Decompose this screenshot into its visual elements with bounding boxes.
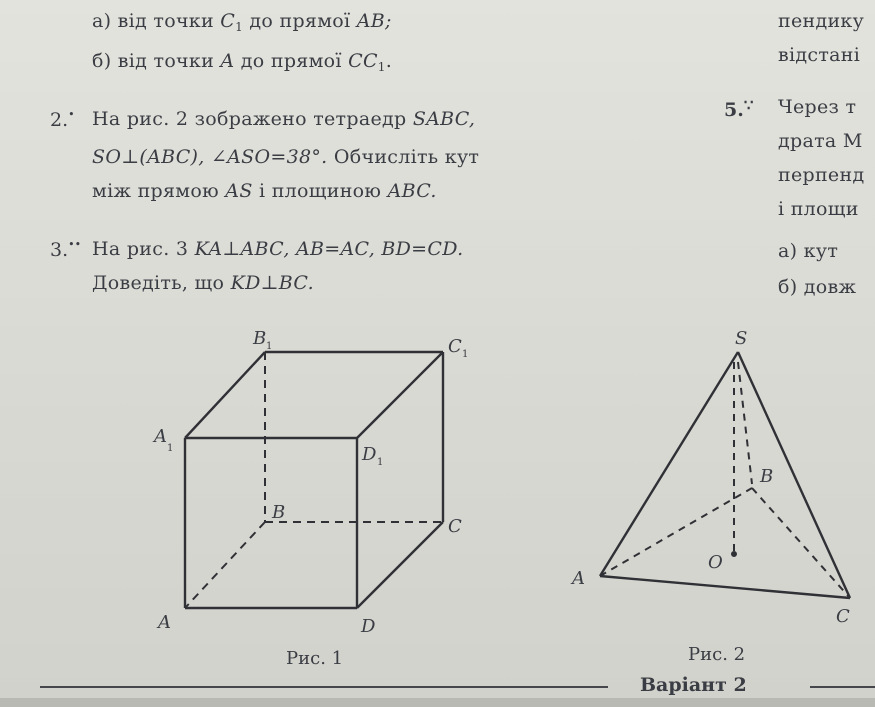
right-line-6: і площи: [778, 198, 859, 220]
label-c: C: [448, 516, 462, 537]
label-tet-b: B: [760, 466, 774, 487]
problem-5-star: ∵: [743, 96, 754, 114]
label-tet-a: A: [572, 568, 585, 589]
item-b-line-sub: 1: [377, 60, 386, 74]
label-d1-sub: 1: [377, 457, 384, 468]
label-s: S: [735, 328, 748, 349]
hidden-edge-b-c: [752, 488, 850, 598]
right-line-5: перпенд: [778, 164, 865, 186]
problem-3-star: ••: [68, 238, 82, 251]
problem-5-number-text: 5.: [724, 99, 744, 121]
problem-2-star: •: [68, 108, 75, 121]
problem-2-line-3-a: AS: [225, 180, 253, 202]
label-a: A: [158, 612, 171, 633]
footer-rule-right: [810, 686, 875, 688]
footer-rule-left: [40, 686, 608, 688]
cube-figure: [185, 352, 443, 608]
right-line-3: Через т: [778, 96, 857, 118]
edge-a-c: [600, 576, 850, 598]
right-line-1: пендику: [778, 10, 865, 32]
right-line-2: відстані: [778, 44, 861, 66]
problem-2-line-3-text: між прямою: [92, 180, 219, 202]
right-line-4: драта М: [778, 130, 863, 152]
problem-3-line-2-math: KD⊥BC.: [230, 272, 314, 294]
edge-c-d: [357, 522, 443, 608]
label-c1-sub: 1: [462, 349, 469, 360]
problem-2-line-1-math: SABC,: [412, 108, 476, 130]
hidden-edge-a-b: [600, 488, 752, 576]
problem-2-line-2-math: SO⊥(ABC), ∠ASO=38°.: [92, 146, 328, 168]
problem-2-line-3-b: ABC.: [387, 180, 437, 202]
edge-s-c: [738, 352, 850, 598]
right-item-b: б) довж: [778, 276, 857, 298]
edge-a1-b1: [185, 352, 265, 438]
item-b-prefix: б) від точки: [92, 50, 215, 72]
problem-3-number-text: 3.: [50, 239, 69, 261]
label-a1-sub: 1: [167, 443, 174, 454]
point-o: [732, 552, 737, 557]
label-tet-c: C: [836, 606, 850, 627]
item-a-line-name: AB;: [356, 10, 392, 32]
page-edge: [0, 698, 875, 707]
label-d1: D: [362, 444, 377, 465]
right-item-a: а) кут: [778, 240, 839, 262]
hidden-edge-b-a: [185, 522, 265, 608]
item-a-prefix: а) від точки: [92, 10, 214, 32]
tetrahedron-figure: [600, 352, 850, 598]
figure-1-caption: Рис. 1: [286, 648, 344, 669]
figure-2-caption: Рис. 2: [688, 644, 746, 665]
variant-heading: Варіант 2: [640, 674, 747, 696]
problem-3-line-1-math: KA⊥ABC, AB=AC, BD=CD.: [194, 238, 464, 260]
problem-2-line-3-mid: і площиною: [258, 180, 382, 202]
problem-2-line-2-text: Обчисліть кут: [333, 146, 480, 168]
edge-c1-d1: [357, 352, 443, 438]
item-b-end: .: [385, 50, 393, 72]
item-b-point: A: [220, 50, 235, 72]
problem-2-number-text: 2.: [50, 109, 69, 131]
label-b: B: [272, 502, 286, 523]
label-b1-sub: 1: [266, 341, 273, 352]
label-d: D: [361, 616, 376, 637]
label-a1: A: [154, 426, 167, 447]
item-a-point-sub: 1: [235, 20, 244, 34]
problem-3-line-2-text: Доведіть, що: [92, 272, 225, 294]
problem-2-line-1-text: На рис. 2 зображено тетраедр: [92, 108, 407, 130]
item-a-mid: до прямої: [249, 10, 351, 32]
item-b-line-name: CC: [348, 50, 378, 72]
edge-s-a: [600, 352, 738, 576]
item-b-mid: до прямої: [240, 50, 342, 72]
problem-3-line-1-text: На рис. 3: [92, 238, 189, 260]
label-b1: B: [253, 328, 267, 349]
label-o: O: [708, 552, 723, 573]
label-c1: C: [448, 336, 462, 357]
item-a-point: C: [220, 10, 236, 32]
